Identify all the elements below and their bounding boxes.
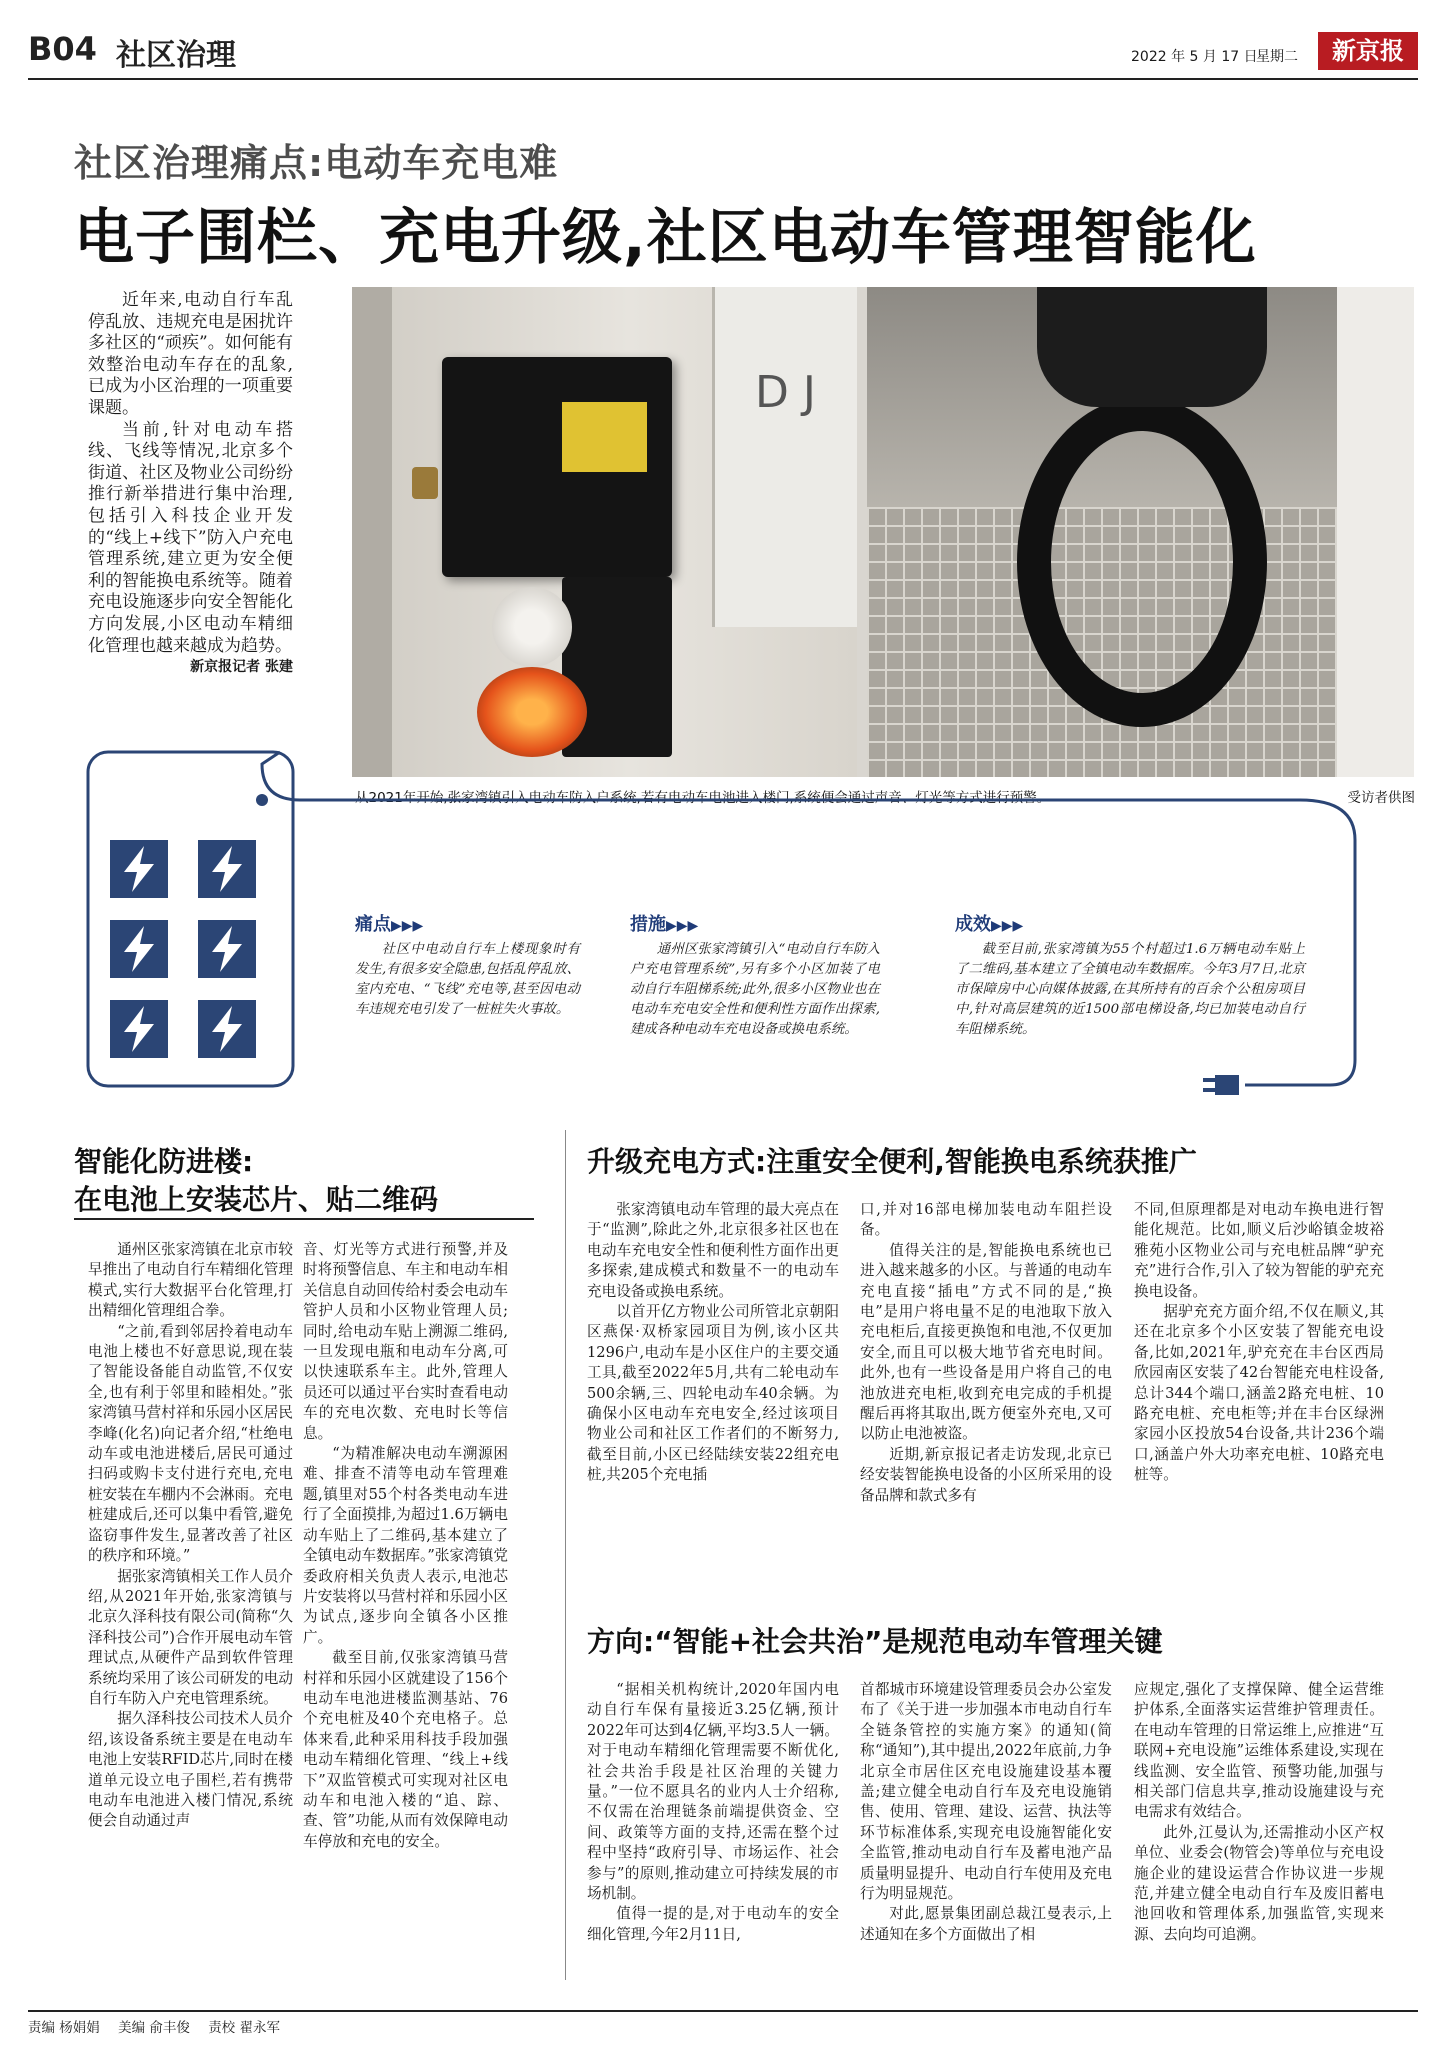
section3-col1 — [587, 1680, 839, 1945]
body-paragraph: 值得一提的是,对于电动车的安全细化管理,今年2月11日, — [587, 1905, 839, 1943]
body-paragraph: 口,并对16部电梯加装电动车阻拦设备。 — [860, 1201, 1112, 1239]
section1-col2 — [303, 1240, 508, 1852]
body-paragraph: 不同,但原理都是对电动车换电进行智能化规范。比如,顺义后沙峪镇金坡裕雅苑小区物业公司与充电桩品牌“驴充充”进行合作,引入了较为智能的驴充充换电设备。 — [1134, 1201, 1384, 1300]
callout-arrows: ▶▶▶ — [391, 918, 424, 934]
body-paragraph: 首都城市环境建设管理委员会办公室发布了《关于进一步加强本市电动自行车全链条管控的实施方案》的通知(简称“通知”),其中提出,2022年底前,力争北京全市居住区充电设施建设基本覆盖;建立健全电动自行车及充电设施销售、使用、管理、建设、运营、执法等环节标准体系,实现充电设施智能化安全监管,推动电动自行车及蓄电池产品质量明显提升、电动自行车使用及充电行为明显规范。 — [860, 1681, 1112, 1903]
callout-heading — [955, 910, 1305, 936]
footer-editor: 责编 杨娟娟 — [28, 2020, 100, 2036]
body-paragraph: 据驴充充方面介绍,不仅在顺义,其还在北京多个小区安装了智能充电设备,比如,2021年,驴充充在丰台区西局欣园南区安装了42台智能充电柱设备,总计344个端口,涵盖2路充电桩、10路充电桩、充电柜等;并在丰台区绿洲家园小区投放54台设备,共计236个端口,涵盖户外大功率充电桩、10路充电桩等。 — [1134, 1303, 1384, 1484]
callout-arrows: ▶▶▶ — [666, 918, 699, 934]
cable-node — [256, 794, 268, 806]
issue-weekday: 星期二 — [1256, 49, 1298, 65]
section3-col2 — [860, 1680, 1112, 1945]
section2-col3 — [1134, 1200, 1384, 1486]
section2-col2 — [860, 1200, 1112, 1506]
section1-title-line1: 智能化防进楼: — [74, 1145, 254, 1178]
body-paragraph: “之前,看到邻居拎着电动车电池上楼也不好意思说,现在装了智能设备能自动监管,不仅安全,也有利于邻里和睦相处。”张家湾镇马营村祥和乐园小区居民李峰(化名)向记者介绍,“杜绝电动车或电池进楼后,居民可通过扫码或购卡支付进行充电,充电桩安装在车棚内不会淋雨。充电桩建成后,还可以集中看管,避免盗窃事件发生,显著改善了社区的秩序和环境。” — [88, 1322, 293, 1565]
section3-title: 方向:“智能+社会共治”是规范电动车管理关键 — [587, 1625, 1163, 1658]
callout-heading — [630, 910, 880, 936]
body-paragraph: “为精准解决电动车溯源困难、排查不清等电动车管理难题,镇里对55个村各类电动车进行了全面摸排,为超过1.6万辆电动车贴上了二维码,基本建立了全镇电动车数据库。”张家湾镇党委政府相关负责人表示,电池芯片安装将以马营村祥和乐园小区为试点,逐步向全镇各小区推广。 — [303, 1445, 508, 1646]
lightning-icon — [110, 840, 168, 898]
masthead-logo: 新京报 — [1318, 32, 1418, 70]
section1-title-line2: 在电池上安装芯片、贴二维码 — [74, 1183, 439, 1216]
lightning-icon — [110, 920, 168, 978]
body-paragraph: 据张家湾镇相关工作人员介绍,从2021年开始,张家湾镇与北京久泽科技有限公司(简称“久泽科技公司”)合作开展电动车管理试点,从硬件产品到软件管理系统均采用了该公司研发的电动自行车防入户充电管理系统。 — [88, 1567, 293, 1707]
column-divider — [565, 1130, 566, 1980]
body-paragraph: 音、灯光等方式进行预警,并及时将预警信息、车主和电动车相关信息自动回传给村委会电动车管护人员和小区物业管理人员;同时,给电动车贴上溯源二维码,一旦发现电瓶和电动车分离,可以快速联系车主。此外,管理人员还可以通过平台实时查看电动车的充电次数、充电时长等信息。 — [303, 1241, 508, 1442]
body-paragraph: 据久泽科技公司技术人员介绍,该设备系统主要是在电动车电池上安装RFID芯片,同时在楼道单元设立电子围栏,若有携带电动车电池进入楼门情况,系统便会自动通过声 — [88, 1710, 293, 1830]
body-paragraph: 张家湾镇电动车管理的最大亮点在于“监测”,除此之外,北京很多社区也在电动车充电安全性和便利性方面作出更多探索,建成模式和数量不一的电动车充电设备或换电系统。 — [587, 1201, 839, 1300]
issue-date: 2022 年 5 月 17 日 — [1131, 49, 1258, 65]
section1-col1 — [88, 1240, 293, 1832]
section2-col1 — [587, 1200, 839, 1486]
body-paragraph: 以首开亿方物业公司所管北京朝阳区燕保·双桥家园项目为例,该小区共1296户,电动车是小区住户的主要交通工具,截至2022年5月,共有二轮电动车500余辆,三、四轮电动车40余辆。为确保小区电动车充电安全,经过该项目物业公司和社区工作者们的不断努力,截至目前,小区已经陆续安装22组充电桩,共205个充电插 — [587, 1303, 839, 1484]
lead-paragraph: 当前,针对电动车搭线、飞线等情况,北京多个街道、社区及物业公司纷纷推行新举措进行集中治理,包括引入科技企业开发的“线上+线下”防入户充电管理系统,建立更为安全便利的智能换电系统等。随着充电设施逐步向安全智能化方向发展,小区电动车精细化管理也越来越成为趋势。 — [88, 419, 293, 656]
lead-paragraph: 近年来,电动自行车乱停乱放、违规充电是困扰许多社区的“顽疾”。如何能有效整治电动车存在的乱象,已成为小区治理的一项重要课题。 — [88, 290, 293, 418]
headline-title: 电子围栏、充电升级,社区电动车管理智能化 — [74, 203, 1257, 273]
lightning-icon — [110, 1000, 168, 1058]
callout-pain-point — [355, 910, 580, 1020]
plug-icon — [1203, 1075, 1239, 1095]
lightning-icon — [198, 1000, 256, 1058]
callout-body — [630, 940, 880, 1040]
body-paragraph: 此外,江曼认为,还需推动小区产权单位、业委会(物管会)等单位与充电设施企业的建设运营合作协议进一步规范,并建立健全电动自行车及废旧蓄电池回收和管理体系,加强监管,实现来源、去向均可追溯。 — [1134, 1823, 1384, 1943]
body-paragraph: 值得关注的是,智能换电系统也已进入越来越多的小区。与普通的电动车充电直接“插电”方式不同的是,“换电”是用户将电量不足的电池取下放入充电柜后,直接更换饱和电池,不仅更加安全,而且可以极大地节省充电时间。此外,也有一些设备是用户将自己的电池放进充电柜,收到充电完成的手机提醒后再将其取出,既方便室外充电,又可以防止电池被盗。 — [860, 1241, 1112, 1443]
callout-title: 痛点 — [355, 914, 391, 935]
page-number: B04 — [28, 30, 97, 68]
lightning-icon — [198, 920, 256, 978]
lightning-icon — [198, 840, 256, 898]
caption-text: 从2021年开始,张家湾镇引入电动车防入户系统,若有电动车电池进入楼门,系统便会通过声音、灯光等方式进行预警。 — [355, 790, 1051, 806]
footer-designer: 美编 俞丰俊 — [118, 2020, 190, 2036]
lead-byline: 新京报记者 张建 — [190, 659, 293, 676]
callout-body — [955, 940, 1305, 1040]
body-paragraph: “据相关机构统计,2020年国内电动自行车保有量接近3.25亿辆,预计2022年可达到4亿辆,平均3.5人一辆。对于电动车精细化管理需要不断优化,社会共治手段是社区治理的关键力量。”一位不愿具名的业内人士介绍称,不仅需在治理链条前端提供资金、空间、政策等方面的支持,还需在整个过程中坚持“政府引导、市场运作、社会参与”的原则,推动建立可持续发展的市场机制。 — [587, 1681, 839, 1903]
callout-arrows: ▶▶▶ — [991, 918, 1024, 934]
callout-paragraph: 通州区张家湾镇引入“电动自行车防入户充电管理系统”,另有多个小区加装了电动自行车阻梯系统;此外,很多小区物业也在电动车充电安全性和便利性方面作出探索,建成各种电动车充电设备或换电系统。 — [630, 942, 880, 1037]
section1-rule — [74, 1218, 534, 1220]
photo-credit: 受访者供图 — [1347, 790, 1415, 806]
callout-paragraph: 截至目前,张家湾镇为55个村超过1.6万辆电动车贴上了二维码,基本建立了全镇电动车数据库。今年3月7日,北京市保障房中心向媒体披露,在其所持有的百余个公租房项目中,针对高层建筑的近1500部电梯设备,均已加装电动自行车阻梯系统。 — [955, 942, 1305, 1037]
section-name: 社区治理 — [116, 38, 236, 73]
footer-rule — [28, 2010, 1418, 2012]
headline-kicker: 社区治理痛点:电动车充电难 — [74, 141, 559, 185]
section2-title: 升级充电方式:注重安全便利,智能换电系统获推广 — [587, 1145, 1197, 1178]
callout-results — [955, 910, 1305, 1040]
page-footer — [28, 2016, 280, 2036]
callout-paragraph: 社区中电动自行车上楼现象时有发生,有很多安全隐患,包括乱停乱放、室内充电、“飞线”充电等,甚至因电动车违规充电引发了一桩桩失火事故。 — [355, 942, 580, 1017]
section3-col3 — [1134, 1680, 1384, 1945]
callout-title: 成效 — [955, 914, 991, 935]
callout-title: 措施 — [630, 914, 666, 935]
callout-heading — [355, 910, 580, 936]
body-paragraph: 对此,愿景集团副总裁江曼表示,上述通知在多个方面做出了相 — [860, 1905, 1112, 1943]
body-paragraph: 截至目前,仅张家湾镇马营村祥和乐园小区就建设了156个电动车电池进楼监测基站、76个充电桩及40个充电格子。总体来看,此种采用科技手段加强电动车精细化管理、“线上+线下”双监管模式可实现对社区电动车和电池入楼的“追、踪、查、管”功能,从而有效保障电动车停放和充电的安全。 — [303, 1649, 508, 1850]
callout-measures — [630, 910, 880, 1040]
footer-proofreader: 责校 翟永军 — [208, 2020, 280, 2036]
cabinet-sign: D J — [755, 367, 816, 418]
body-paragraph: 近期,新京报记者走访发现,北京已经安装智能换电设备的小区所采用的设备品牌和款式多有 — [860, 1445, 1112, 1504]
body-paragraph: 应规定,强化了支撑保障、健全运营维护体系,全面落实运营维护管理责任。在电动车管理的日常运维上,应推进“互联网+充电设施”运维体系建设,实现在线监测、安全监管、预警功能,加强与相关部门信息共享,推动设施建设与充电需求有效结合。 — [1134, 1681, 1384, 1821]
callout-body — [355, 940, 580, 1020]
body-paragraph: 通州区张家湾镇在北京市较早推出了电动自行车精细化管理模式,实行大数据平台化管理,打出精细化管理组合拳。 — [88, 1241, 293, 1320]
